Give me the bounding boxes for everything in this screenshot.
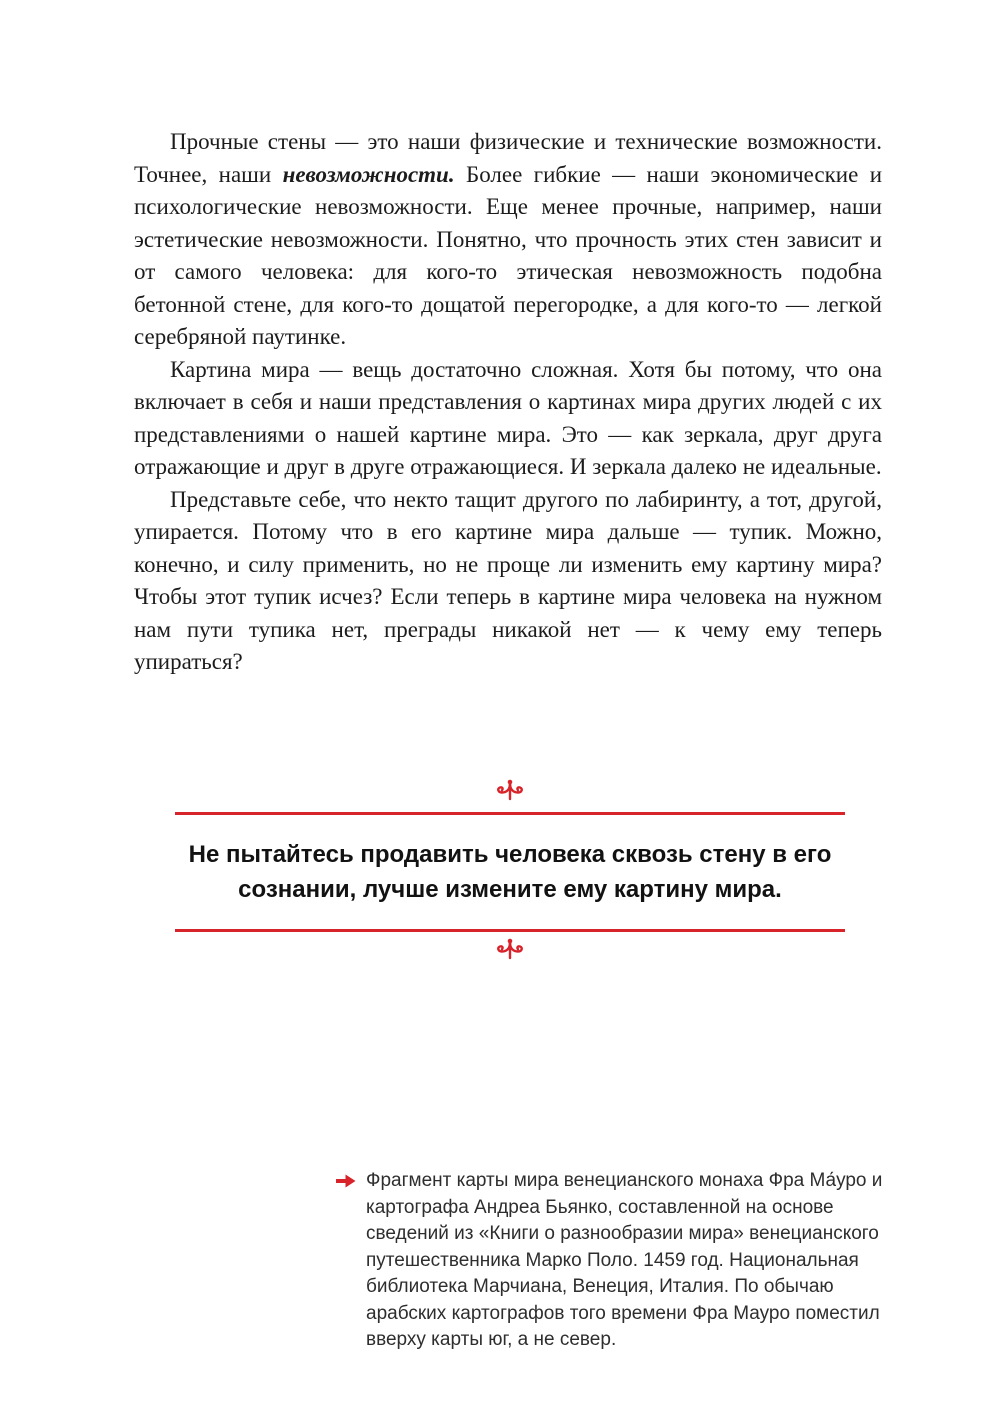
callout-text: Не пытайтесь продавить человека сквозь стену в его сознании, лучше измените ему картину мира. bbox=[188, 841, 832, 903]
figure-caption-text: Фрагмент карты мира венецианского монаха Фра Ма́уро и картографа Андреа Бьянко, составленной на основе сведений из «Книги о разнообразии мира» венецианского путешественника Марко Поло. 1459 год. Национальная библиотека Марчиана, Венеция, Италия. По обычаю арабских картографов того времени Фра Мауро поместил вверху карты юг, а не север. bbox=[366, 1170, 883, 1350]
figure-caption bbox=[336, 1168, 888, 1354]
divider-rule-bottom bbox=[175, 929, 845, 932]
paragraph-1-start: Прочные стены — это наши физические и технические возможности. Точнее, наши bbox=[134, 129, 882, 187]
paragraph-3: Представьте себе, что некто тащит другого по лабиринту, а тот, другой, упирается. Потому что в его картине мира дальше — тупик. Можно, конечно, и силу применить, но не проще ли изменить ему картину мира? Чтобы этот тупик исчез? Если теперь в картине мира человека на нужном нам пути тупика нет, преграды никакой нет — к чему ему теперь упираться? bbox=[134, 486, 882, 674]
paragraph-1-italic: невозможности. bbox=[282, 161, 455, 187]
fleuron-ornament-icon bbox=[492, 778, 528, 802]
divider-rule-top bbox=[175, 812, 845, 815]
paragraph-1-end: Более гибкие — наши экономические и психологические невозможности. Еще менее прочные, например, наши эстетические невозможности. Понятно, что прочность этих стен зависит и от самого человека: для кого-то этическая невозможность подобна бетонной стене, для кого-то дощатой перегородке, а для кого-то — легкой серебряной паутинке. bbox=[134, 161, 882, 349]
right-arrow-icon bbox=[336, 1168, 357, 1189]
body-text bbox=[134, 126, 882, 679]
paragraph-2: Картина мира — вещь достаточно сложная. Хотя бы потому, что она включает в себя и наши представления о картинах мира других людей с их представлениями о нашей картине мира. Это — как зеркала, друг друга отражающие и друг в друге отражающиеся. И зеркала далеко не идеальные. bbox=[134, 356, 882, 479]
paragraph-1 bbox=[134, 126, 882, 354]
fleuron-ornament-icon bbox=[492, 937, 528, 961]
callout-block bbox=[175, 778, 845, 966]
